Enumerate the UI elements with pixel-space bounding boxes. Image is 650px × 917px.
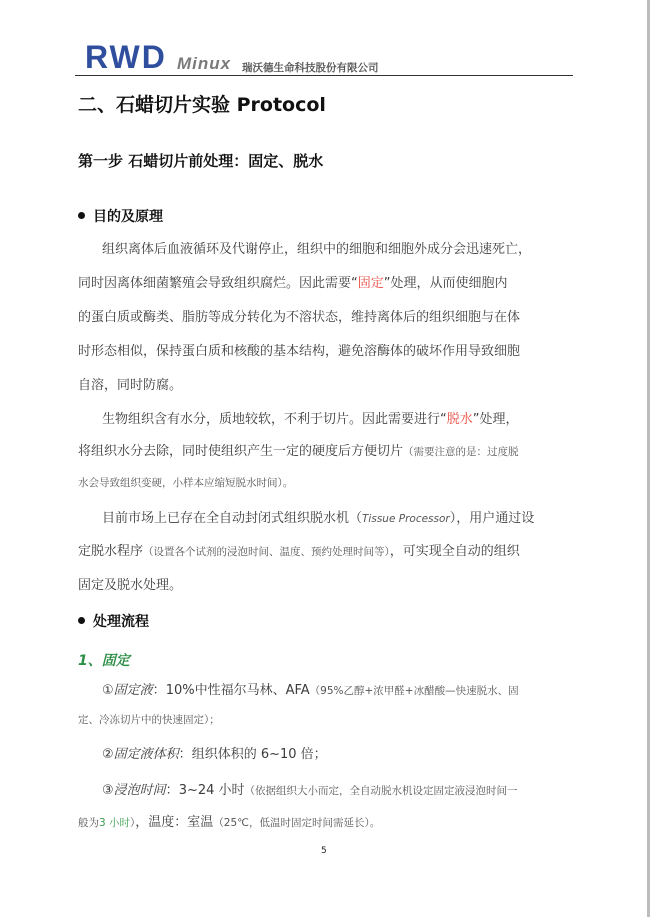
- p2-note-a: （需要注意的是：过度脱: [403, 446, 519, 458]
- p1-line1: 组织离体后血液循环及代谢停止，组织中的细胞和细胞外成分会迅速死亡，: [102, 242, 532, 257]
- p2-line3: 水会导致组织变硬，小样本应缩短脱水时间）。: [78, 477, 294, 489]
- item3-temp-label: ，温度：: [135, 815, 188, 830]
- header-divider: [75, 75, 573, 76]
- p3-line1-b: ），用户通过设: [449, 511, 535, 526]
- item2-colon: ：: [178, 747, 192, 762]
- p3-line2-a: 定脱水程序: [78, 544, 144, 559]
- item3-temp-note: （25℃，低温时固定时间需延长）。: [213, 817, 381, 829]
- p2-line1: [102, 413, 519, 426]
- item1-line1: [102, 684, 519, 697]
- step1-title: 1、固定: [78, 653, 130, 669]
- item1-num: ①: [102, 683, 114, 698]
- process-heading: [78, 611, 149, 631]
- process-heading-text: 处理流程: [93, 614, 149, 630]
- item3-num: ③: [102, 783, 114, 798]
- page-number: 5: [321, 846, 327, 856]
- item2-value: 组织体积的 6~10 倍；: [191, 747, 327, 762]
- p3-line2: [78, 545, 520, 558]
- p3-line1: [102, 512, 534, 525]
- highlight-dehydration: 脱水: [446, 412, 473, 427]
- item3-colon: ：: [165, 783, 179, 798]
- item1-colon: ：: [152, 683, 166, 698]
- item3-time-highlight: 3 小时: [99, 817, 131, 829]
- item1-label: 固定液: [113, 683, 153, 698]
- purpose-heading: [78, 206, 163, 226]
- tissue-processor-term: Tissue Processor: [362, 513, 450, 525]
- p1-line3: 的蛋白质或酶类、脂肪等成分转化为不溶状态，维持离体后的组织细胞与在体: [78, 310, 521, 325]
- item1-line2: 定、冷冻切片中的快速固定）；: [78, 714, 220, 726]
- p1-line2-a: 同时因离体细菌繁殖会导致组织腐烂。因此需要“: [78, 276, 358, 291]
- item3-value: 3~24 小时: [178, 783, 245, 798]
- company-name: 瑞沃德生命科技股份有限公司: [242, 62, 379, 74]
- item3-line2: [78, 816, 380, 829]
- item3-line1: [102, 784, 518, 797]
- item3-label: 浸泡时间: [113, 783, 166, 798]
- item1-value: 10%中性福尔马林、AFA: [165, 683, 310, 698]
- p2-line2: [78, 445, 519, 458]
- step-title: 第一步 石蜡切片前处理：固定、脱水: [78, 152, 324, 170]
- bullet-icon: [78, 617, 85, 624]
- p2-line1-b: ”处理，: [472, 412, 519, 427]
- p1-line4: 时形态相似，保持蛋白质和核酸的基本结构，避免溶酶体的破坏作用导致细胞: [78, 344, 521, 359]
- product-name: Minux: [177, 54, 232, 73]
- rwd-logo: RWD: [85, 39, 167, 75]
- bullet-icon: [78, 212, 85, 219]
- item3-note1: （依据组织大小而定，全自动脱水机设定固定液浸泡时间一: [244, 785, 518, 797]
- p3-note: （设置各个试剂的浸泡时间、温度、预约处理时间等）: [143, 546, 390, 558]
- item3-note2a: 般为: [78, 817, 99, 829]
- item2-label: 固定液体积: [113, 747, 179, 762]
- p3-line2-b: ，可实现全自动的组织: [389, 544, 520, 559]
- p1-line2: [78, 277, 508, 290]
- p3-line1-a: 目前市场上已存在全自动封闭式组织脱水机（: [102, 511, 363, 526]
- section-title: 二、石蜡切片实验 Protocol: [78, 94, 326, 116]
- item2-line: [102, 748, 327, 761]
- item1-note1: （95%乙醇+浓甲醛+冰醋酸—快速脱水、固: [309, 685, 519, 697]
- p2-line1-a: 生物组织含有水分，质地较软，不利于切片。因此需要进行“: [102, 412, 447, 427]
- p2-line2-a: 将组织水分去除，同时使组织产生一定的硬度后方便切片: [78, 444, 404, 459]
- p1-line5: 自溶，同时防腐。: [78, 378, 183, 393]
- p1-line2-b: ”处理，从而使细胞内: [383, 276, 508, 291]
- document-header: [85, 40, 575, 76]
- item2-num: ②: [102, 747, 114, 762]
- item3-note2b: ）: [130, 817, 136, 829]
- item3-temp-value: 室温: [187, 815, 214, 830]
- p3-line3: 固定及脱水处理。: [78, 578, 183, 593]
- highlight-fixation: 固定: [357, 276, 384, 291]
- purpose-heading-text: 目的及原理: [93, 209, 163, 225]
